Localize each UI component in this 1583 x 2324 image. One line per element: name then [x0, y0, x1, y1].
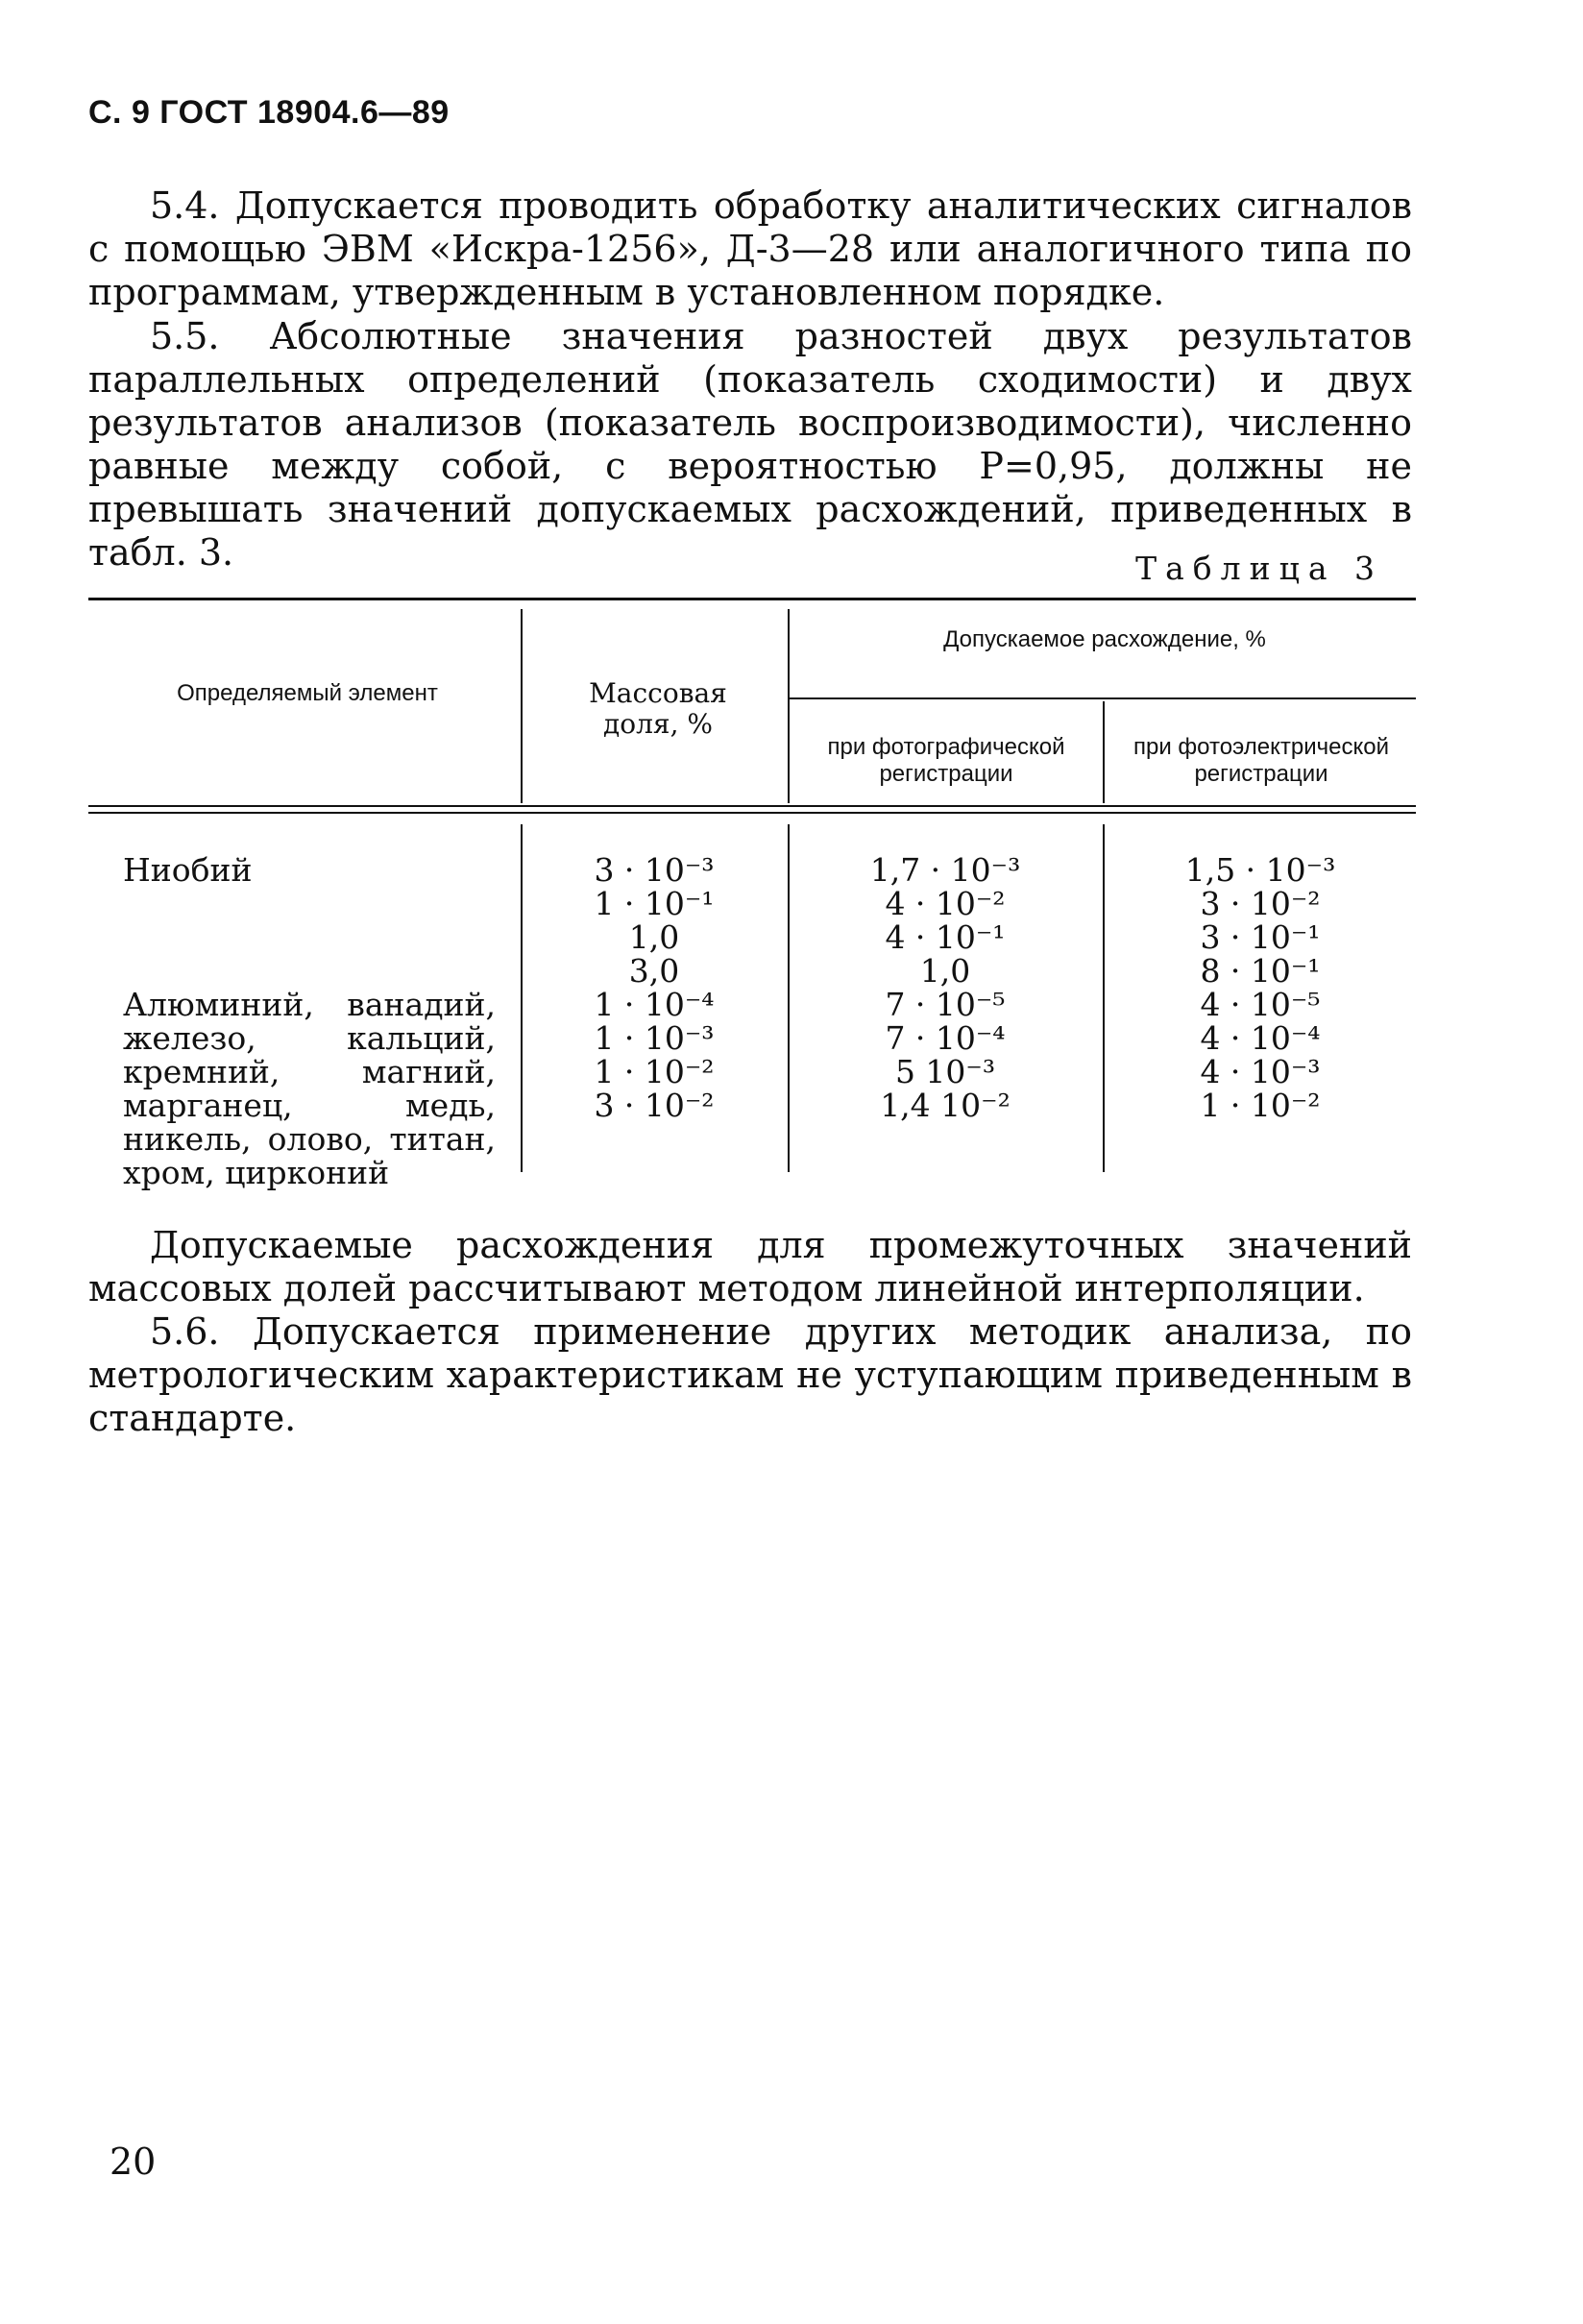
- header-photoelectric: при фотоэлектрической регистрации: [1132, 734, 1389, 787]
- table-top-rule: [88, 598, 1416, 600]
- paragraph-5-6: 5.6. Допускается применение других методик анализа, по метрологическим характеристикам не уступающим приведенным в стандарте.: [88, 1310, 1412, 1439]
- table-vline-2-head: [788, 609, 790, 803]
- cell-element-others: Алюминий, ванадий, железо, кальций, кремний, магний, марганец, медь, никель, олово, титан, хром, цирконий: [123, 986, 496, 1191]
- header-element: Определяемый элемент: [177, 680, 438, 706]
- table-subheader-rule: [790, 697, 1416, 699]
- table-caption: Таблица 3: [1135, 550, 1383, 587]
- table-header-rule-2: [88, 812, 1416, 814]
- page-header: С. 9 ГОСТ 18904.6—89: [88, 94, 450, 131]
- cell-element-niobium: Ниобий: [123, 851, 253, 889]
- cell-photoel-niobium: 1,5 · 10⁻³ 3 · 10⁻² 3 · 10⁻¹ 8 · 10⁻¹: [1184, 851, 1336, 990]
- table-header-rule-1: [88, 805, 1416, 807]
- table-vline-1-body: [521, 824, 523, 1172]
- header-tolerance: Допускаемое расхождение, %: [943, 626, 1266, 652]
- cell-photo-others: 7 · 10⁻⁵ 7 · 10⁻⁴ 5 10⁻³ 1,4 10⁻²: [880, 986, 1011, 1124]
- paragraph-5-5: 5.5. Абсолютные значения разностей двух результатов параллельных определений (показатель сходимости) и двух результатов анализов (показатель воспроизводимости), численно равные между собой, с вероятностью P=0,95, должны не превышать значений допускаемых расхождений, приведенных в табл. 3.: [88, 315, 1412, 574]
- cell-mass-others: 1 · 10⁻⁴ 1 · 10⁻³ 1 · 10⁻² 3 · 10⁻²: [594, 986, 715, 1124]
- table-vline-3-body: [1103, 824, 1105, 1172]
- paragraph-interpolation: Допускаемые расхождения для промежуточных значений массовых долей рассчитывают методом линейной интерполяции.: [88, 1224, 1412, 1309]
- header-photographic: при фотографической регистрации: [827, 734, 1065, 787]
- table-vline-2-body: [788, 824, 790, 1172]
- table-vline-1-head: [521, 609, 523, 803]
- cell-photo-niobium: 1,7 · 10⁻³ 4 · 10⁻² 4 · 10⁻¹ 1,0: [869, 851, 1021, 990]
- header-mass-fraction: Массовая доля, %: [589, 677, 727, 740]
- page-number: 20: [110, 2141, 157, 2183]
- table-vline-3-head: [1103, 701, 1105, 803]
- cell-photoel-others: 4 · 10⁻⁵ 4 · 10⁻⁴ 4 · 10⁻³ 1 · 10⁻²: [1200, 986, 1321, 1124]
- cell-mass-niobium: 3 · 10⁻³ 1 · 10⁻¹ 1,0 3,0: [594, 851, 715, 990]
- paragraph-5-4: 5.4. Допускается проводить обработку аналитических сигналов с помощью ЭВМ «Искра-1256», Д-3—28 или аналогичного типа по программам, утвержденным в установленном порядке.: [88, 184, 1412, 313]
